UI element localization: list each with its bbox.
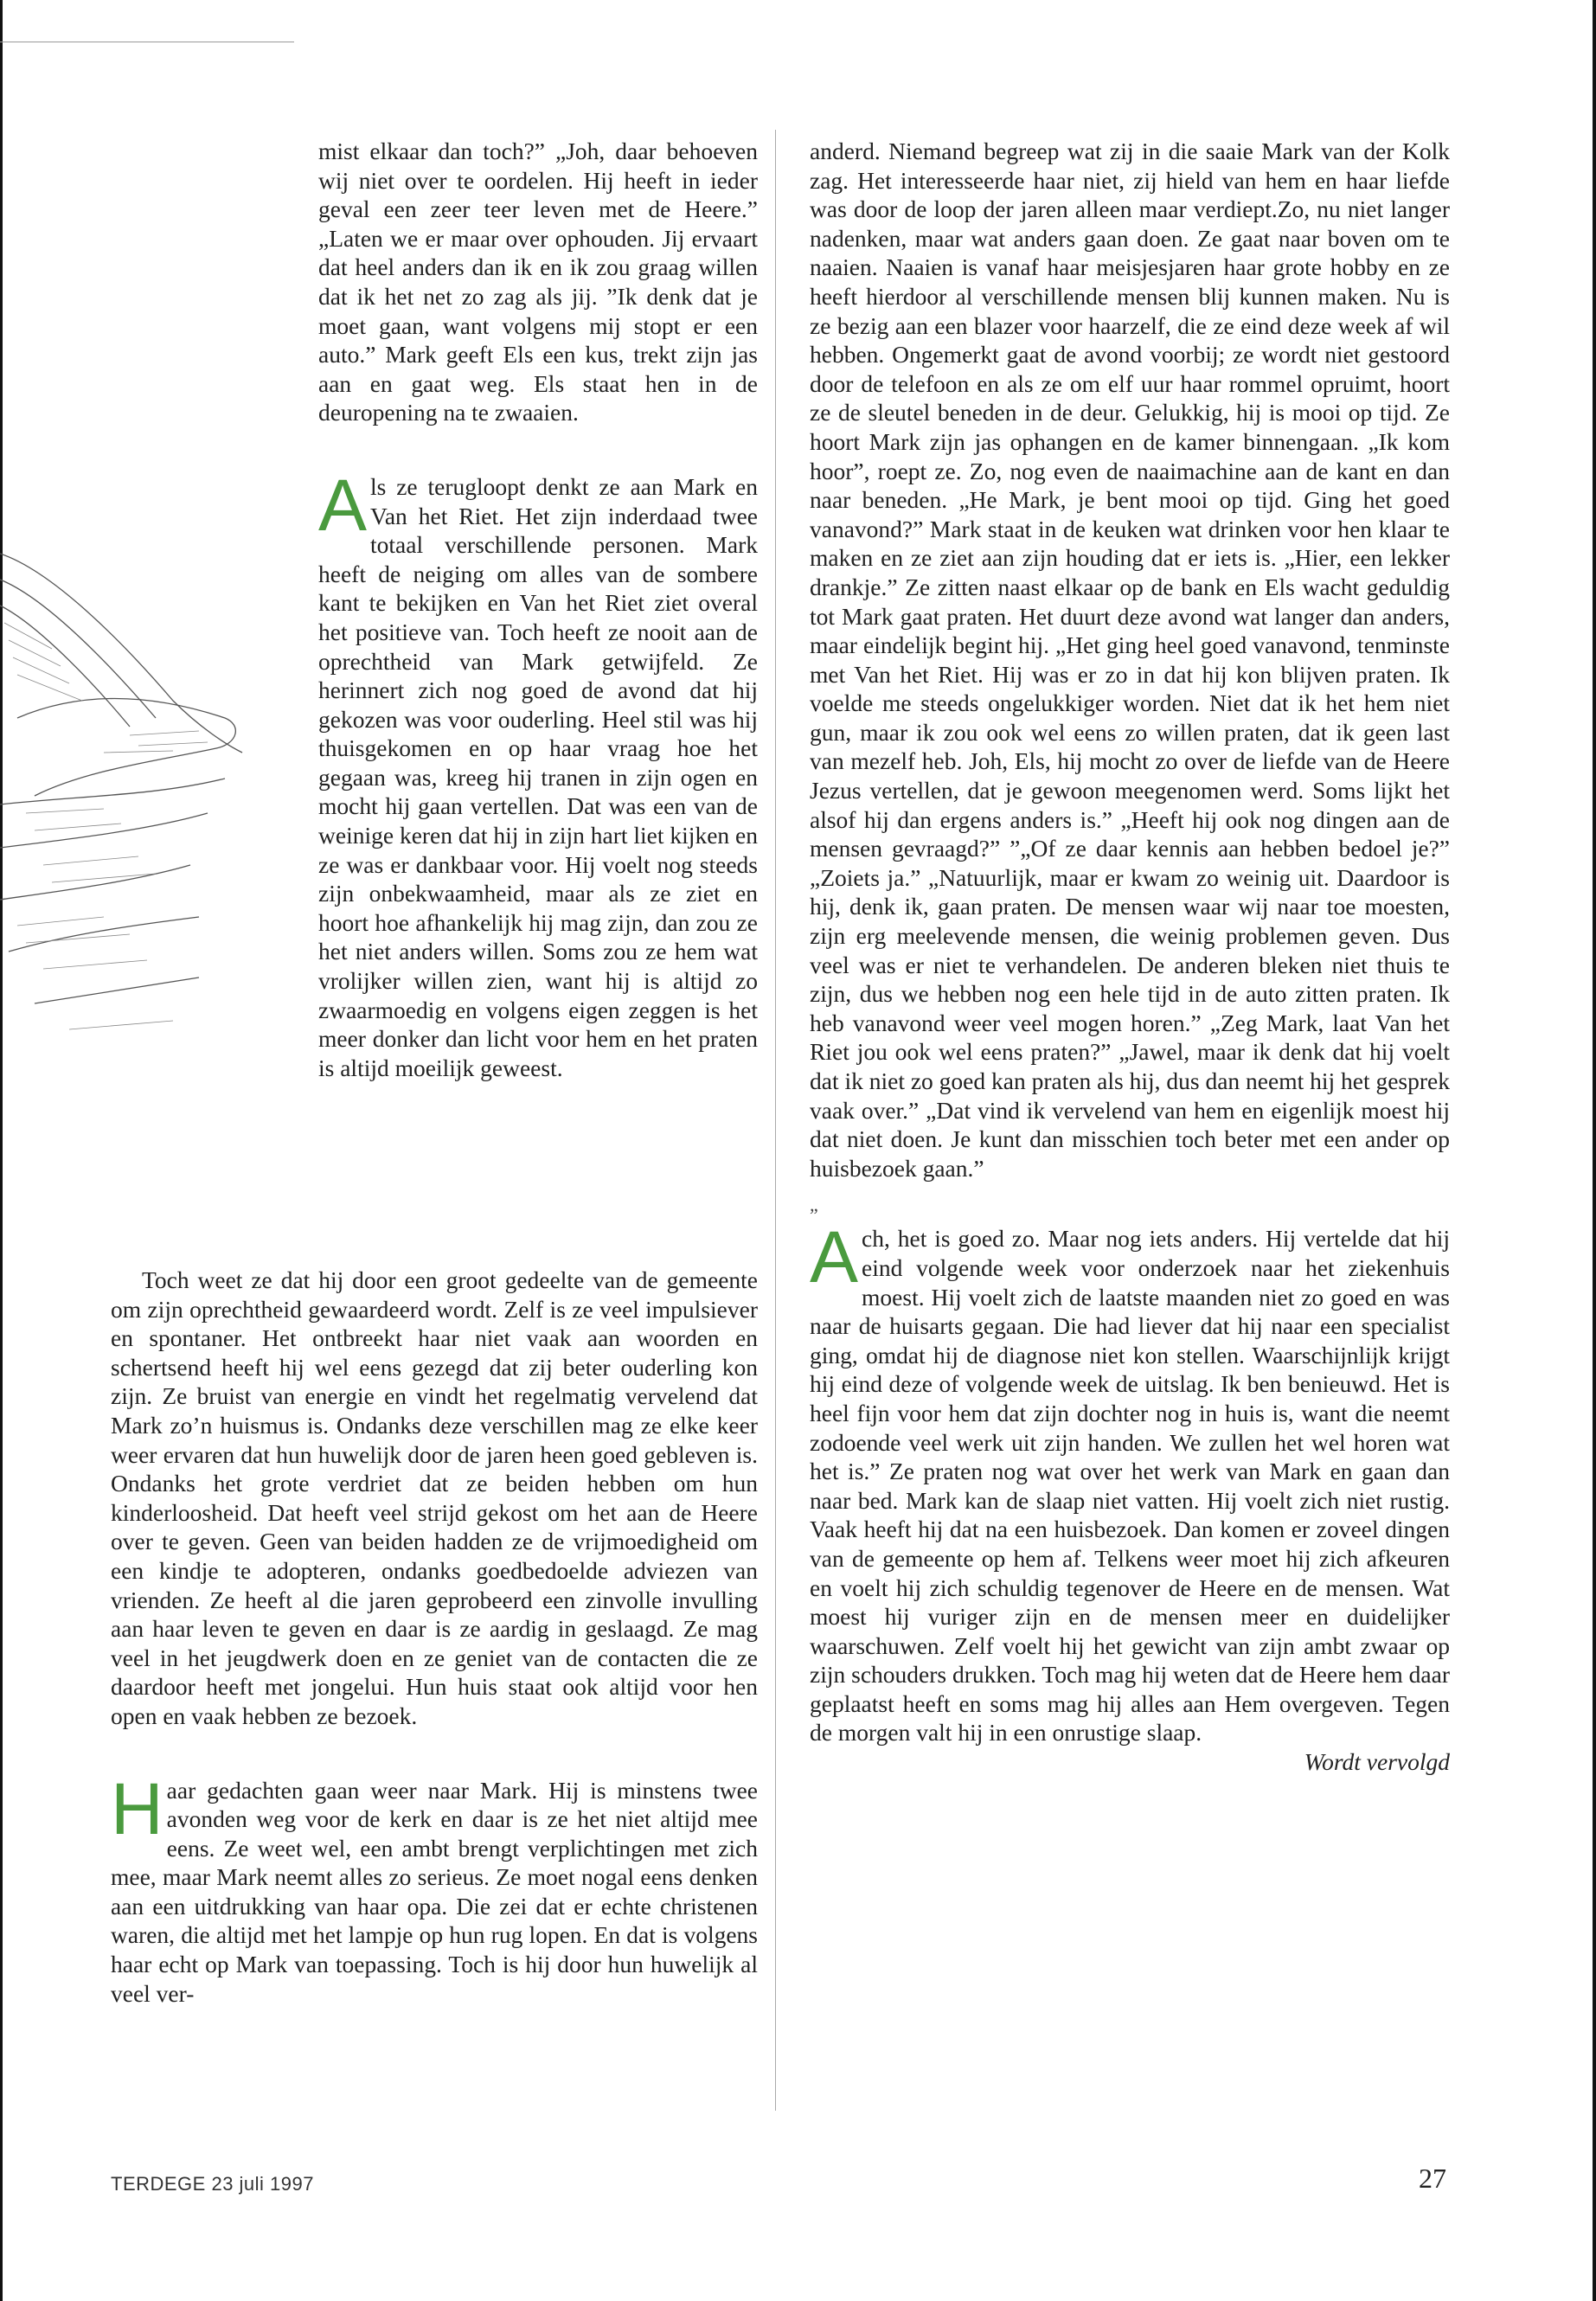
footer-publication: TERDEGE 23 juli 1997 bbox=[111, 2173, 314, 2195]
dropcap: H bbox=[111, 1767, 163, 1849]
paragraph-with-dropcap bbox=[810, 1216, 1450, 1747]
pencil-sketch-illustration bbox=[0, 519, 294, 1125]
page-number: 27 bbox=[1419, 2163, 1446, 2194]
dropcap: A bbox=[318, 464, 368, 546]
left-column-upper bbox=[318, 137, 758, 1082]
paragraph: anderd. Niemand begreep wat zij in die saaie Mark van der Kolk zag. Het interesseerde haar niet, zij hield van hem en haar liefde was door de loop der jaren alleen maar verdiept.Zo, nu niet langer nadenken, maar wat anders gaan doen. Ze gaat naar boven om te naaien. Naaien is vanaf haar meisjesjaren haar grote hobby en ze heeft hierdoor al verschillende mensen blij kunnen maken. Nu is ze bezig aan een blazer voor haarzelf, die ze eind deze week af wil hebben. Ongemerkt gaat de avond voorbij; ze wordt niet gestoord door de telefoon en als ze om elf uur haar rommel opruimt, hoort ze de sleutel beneden in de deur. Gelukkig, hij is mooi op tijd. Ze hoort Mark zijn jas ophangen en de kamer binnengaan. „Ik kom hoor”, roept ze. Zo, nog even de naaimachine aan de kant en dan naar beneden. „He Mark, je bent mooi op tijd. Ging het goed vanavond?” Mark staat in de keuken wat drinken voor hen klaar te maken en ze ziet aan zijn houding dat er iets is. „Hier, een lekker drankje.” Ze zitten naast elkaar op de bank en Els wacht geduldig tot Mark gaat praten. Het duurt deze avond wat langer dan anders, maar eindelijk begint hij. „Het ging heel goed vanavond, tenminste met Van het Riet. Hij was er zo in dat hij kon blijven praten. Ik voelde me steeds ongelukkiger worden. Niet dat ik het hem niet gun, maar ik zou ook wel eens zo willen praten, dat ik geen last van mezelf heb. Joh, Els, hij mocht zo over de liefde van de Heere Jezus vertellen, dat je gewoon meegenomen werd. Soms lijkt het alsof hij dan ergens anders is.” „Heeft hij ook nog dingen aan de mensen gevraagd?” ”„Of ze daar kennis aan hebben bedoel je?” „Zoiets ja.” „Natuurlijk, maar er kwam zo weinig uit. Daardoor is hij, denk ik, gaan praten. De mensen waar wij naar toe moesten, zijn erg meelevende mensen, die weinig problemen geven. Dus veel was er niet te verhandelen. De anderen bleken niet thuis te zijn, dus we hebben nog een hele tijd in de auto zitten praten. Ik heb vanavond weer veel mogen horen.” „Zeg Mark, laat Van het Riet jou ook wel eens praten?” „Jawel, maar ik denk dat hij voelt dat ik niet zo goed kan praten als hij, dus dan neemt hij het gesprek vaak over.” „Dat vind ik vervelend van hem en eigenlijk moest hij dat niet doen. Je kunt dan misschien toch beter met een ander op huisbezoek gaan.” bbox=[810, 138, 1451, 1182]
paragraph-with-dropcap bbox=[318, 464, 758, 1082]
column-divider bbox=[775, 130, 776, 2111]
right-column bbox=[810, 137, 1450, 1777]
paragraph-text: ch, het is goed zo. Maar nog iets anders. Hij vertelde dat hij eind volgende week voor onderzoek naar het ziekenhuis moest. Hij voelt zich de laatste maanden niet zo goed en was naar de huisarts gegaan. Die had liever dat hij naar een specialist ging, omdat hij de diagnose niet kon stellen. Waarschijnlijk krijgt hij eind deze of volgende week de uitslag. Ik ben benieuwd. Het is heel fijn voor hem dat zijn dochter nog in huis is, want die neemt zodoende veel werk uit zijn handen. We zullen het wel horen wat het is.” Ze praten nog wat over het werk van Mark en gaan dan naar bed. Mark kan de slaap niet vatten. Hij voelt zich niet rustig. Vaak heeft hij dat na een huisbezoek. Dan komen er zoveel dingen van de gemeente op hem af. Telkens weer moet hij zich afkeuren en voelt hij zich schuldig tegenover de Heere en de mensen. Wat moest hij vuriger zijn en de mensen meer en duidelijker waarschuwen. Zelf voelt hij het gewicht van zijn ambt zwaar op zijn schouders drukken. Toch mag hij weten dat de Heere hem daar geplaatst heeft en soms mag hij alles aan Hem overgeven. Tegen de morgen valt hij in een onrustige slaap. bbox=[810, 1225, 1450, 1747]
paragraph-text: ls ze terugloopt denkt ze aan Mark en Van het Riet. Het zijn inderdaad twee totaal verschillende personen. Mark heeft de neiging om alles van de sombere kant te bekijken en Van het Riet ziet overal het positieve van. Toch heeft ze nooit aan de oprechtheid van Mark getwijfeld. Ze herinnert zich nog goed de avond dat hij gekozen was voor ouderling. Heel stil was hij thuisgekomen en op haar vraag hoe het gegaan was, kreeg hij tranen in zijn ogen en mocht hij gaan vertellen. Dat was een van de weinige keren dat hij in zijn hart liet kijken en ze was er dankbaar voor. Hij voelt nog steeds zijn onbekwaamheid, maar als ze ziet en hoort hoe afhankelijk hij mag zijn, dan zou ze het niet anders willen. Soms zou ze hem wat vrolijker willen zien, want hij is altijd zo zwaarmoedig en volgens eigen zeggen is het meer donker dan licht voor hem en het praten is altijd moeilijk geweest. bbox=[318, 472, 758, 1081]
scan-edge-right bbox=[1593, 0, 1596, 2301]
dropcap: A bbox=[810, 1216, 859, 1298]
quote-mark: „ bbox=[810, 1194, 818, 1216]
paragraph: Toch weet ze dat hij door een groot gedeelte van de gemeente om zijn oprechtheid gewaardeerd wordt. Zelf is ze veel impulsiever en spontaner. Het ontbreekt haar niet vaak aan woorden en schertsend heeft hij wel eens gezegd dat zij beter ouderling kon zijn. Ze bruist van energie en vindt het regelmatig vervelend dat Mark zo’n huismus is. Ondanks deze verschillen mag ze elke keer weer ervaren dat hun huwelijk door de jaren heen goed gebleven is. Ondanks het grote verdriet dat ze beiden hebben om hun kinderloosheid. Dat heeft veel strijd gekost om het aan de Heere over te geven. Geen van beiden hadden ze de vrijmoedigheid om een kindje te adopteren, ondanks goedbedoelde adviezen van vrienden. Ze heeft al die jaren geprobeerd een zinvolle invulling aan haar leven te geven en daar is ze aardig in geslaagd. Ze mag veel in het jeugdwerk doen en ze geniet van de contacten die ze daardoor heeft met jongelui. Hun huis staat ook altijd voor hen open en vaak hebben ze bezoek. bbox=[111, 1266, 758, 1729]
paragraph: mist elkaar dan toch?” „Joh, daar behoeven wij niet over te oordelen. Hij heeft in ieder geval een zeer teer leven met de Heere.” „Laten we er maar over ophouden. Jij ervaart dat heel anders dan ik en ik zou graag willen dat ik het net zo zag als jij. ”Ik denk dat je moet gaan, want volgens mij stopt er een auto.” Mark geeft Els een kus, trekt zijn jas aan en gaat weg. Els staat hen in de deuropening na te zwaaien. bbox=[318, 138, 758, 426]
paragraph-with-dropcap bbox=[111, 1767, 758, 2009]
scan-edge-left bbox=[0, 0, 3, 2301]
paragraph-text: aar gedachten gaan weer naar Mark. Hij is minstens twee avonden weg voor de kerk en daar is ze het niet altijd mee eens. Ze weet wel, een ambt brengt verplichtingen met zich mee, maar Mark neemt alles zo serieus. Ze moet nogal eens denken aan een uitdrukking van haar opa. Die zei dat er echte christenen waren, die altijd met het lampje op hun rug lopen. En dat is volgens haar echt op Mark van toepassing. Toch is hij door hun huwelijk al veel ver- bbox=[111, 1776, 758, 2007]
left-column-lower bbox=[111, 1266, 758, 2008]
signoff: Wordt vervolgd bbox=[1304, 1748, 1450, 1776]
